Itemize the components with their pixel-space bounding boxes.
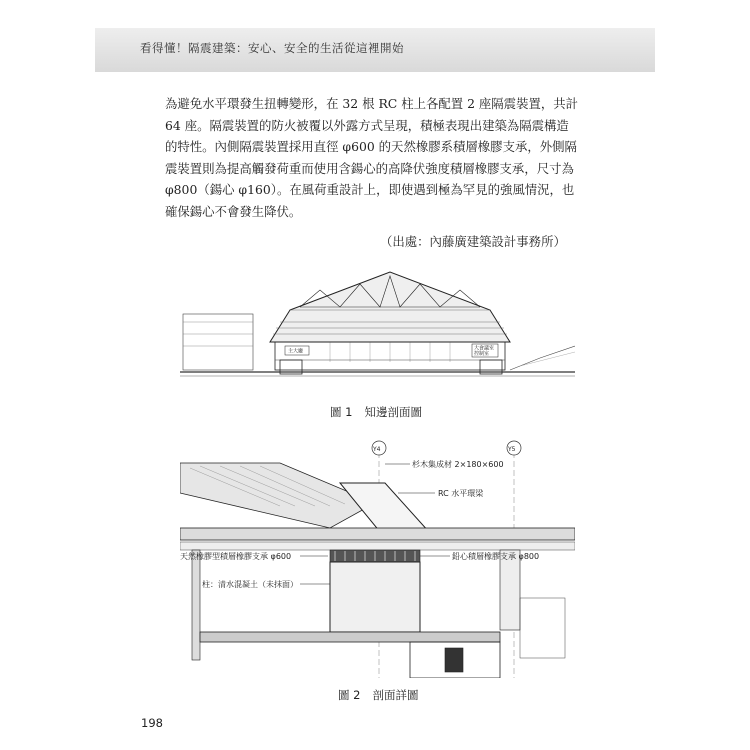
lead-rubber-bearing-label: 鉛心積層橡膠支承 φ800 <box>452 552 540 561</box>
page-number: 198 <box>141 716 163 730</box>
figure-2-detail-drawing <box>180 438 575 678</box>
body-line: 震裝置則為提高觸發荷重而使用含鍚心的高降伏強度積層橡膠支承，尺寸為 <box>165 160 574 176</box>
ring-beam-label: RC 水平環梁 <box>438 489 484 498</box>
right-room-label-2: 控制室 <box>474 351 490 357</box>
left-room-label: 主大廳 <box>288 348 304 355</box>
right-room-label-1: 大會議室 <box>474 345 495 352</box>
figure-1-caption-number: 圖 1 <box>330 405 353 419</box>
figure-1-section-drawing <box>180 262 575 387</box>
grid-marker-y4-label: Y4 <box>373 446 381 453</box>
source-credit: （出處：內藤廣建築設計事務所） <box>380 234 566 249</box>
grid-marker-y5-label: Y5 <box>508 446 516 453</box>
body-line: 為避免水平環發生扭轉變形，在 32 根 RC 柱上各配置 2 座隔震裝置，共計 <box>165 96 579 111</box>
body-line: φ800（鍚心 φ160）。在風荷重設計上，即使遇到極為罕見的強風情況，也 <box>165 182 575 197</box>
timber-label: 杉木集成材 2×180×600 <box>412 460 504 469</box>
figure-2-caption <box>338 687 418 703</box>
body-line: 的特性。內側隔震裝置採用直徑 φ600 的天然橡膠系積層橡膠支承，外側隔 <box>165 139 577 154</box>
body-line: 64 座。隔震裝置的防火被覆以外露方式呈現，積極表現出建築為隔震構造 <box>165 117 569 133</box>
figure-1-caption-text: 知邊剖面圖 <box>364 405 422 419</box>
detail-drawing-svg <box>180 438 575 678</box>
section-drawing-svg <box>180 262 575 387</box>
natural-rubber-bearing-label: 天然橡膠型積層橡膠支承 φ600 <box>180 552 292 561</box>
figure-2-caption-text: 剖面詳圖 <box>372 688 419 702</box>
column-label: 柱：清水混凝土（未抹面） <box>202 580 298 589</box>
running-header-title: 看得懂！隔震建築：安心、安全的生活從這裡開始 <box>140 41 404 55</box>
body-line: 確保鍚心不會發生降伏。 <box>165 203 302 219</box>
figure-2-caption-number: 圖 2 <box>338 688 361 702</box>
body-paragraph <box>165 93 595 222</box>
figure-1-caption <box>330 404 422 420</box>
